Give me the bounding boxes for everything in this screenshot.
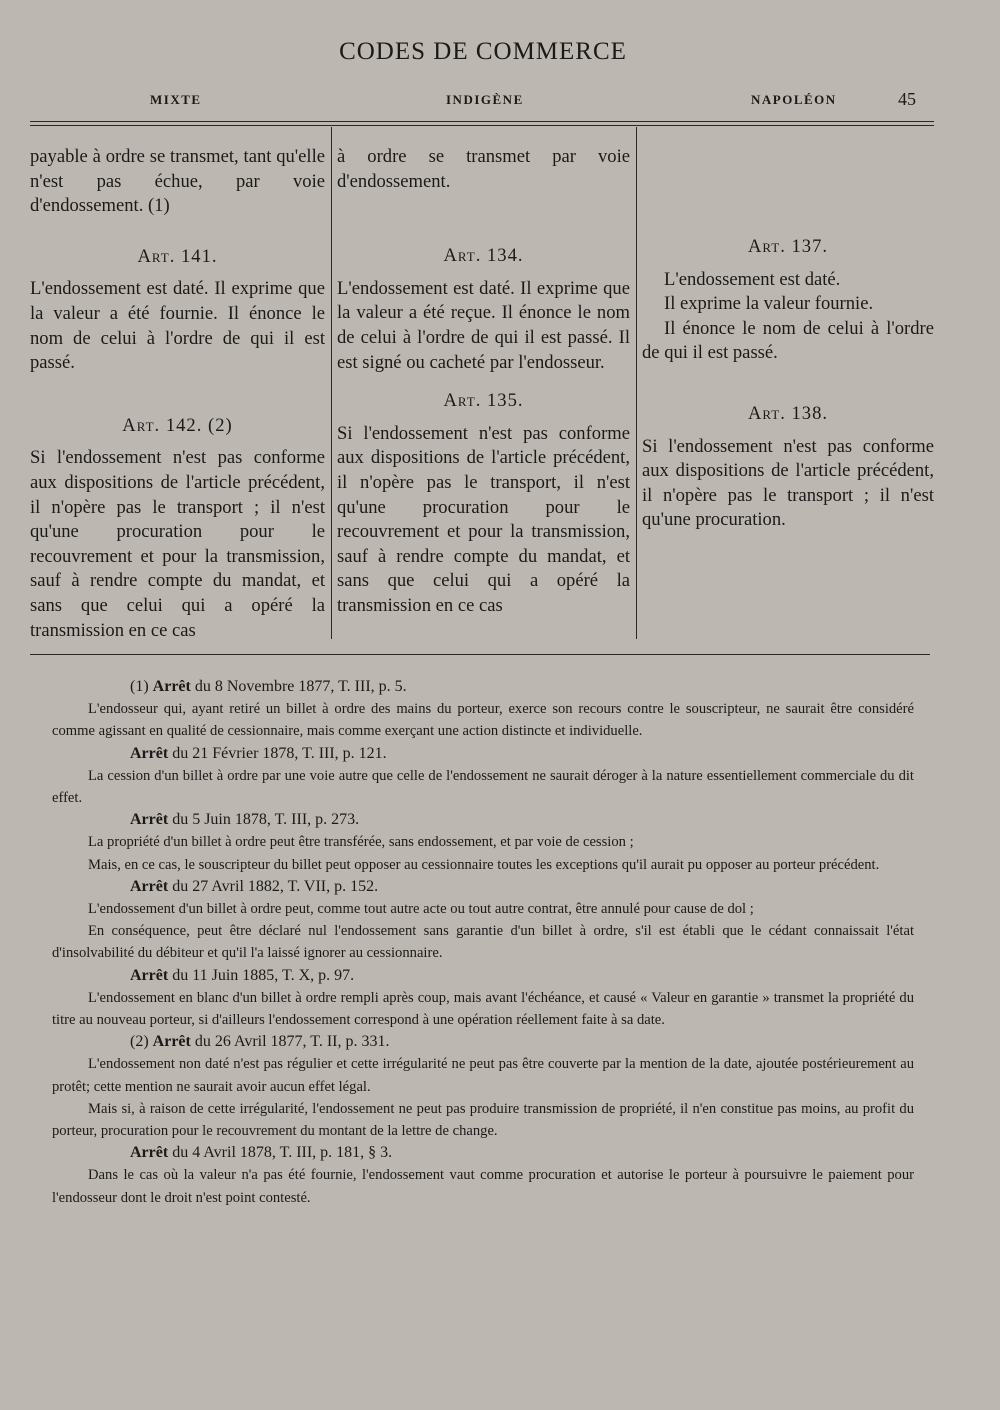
footnote-reference [52,743,914,765]
ruling-label: Arrêt [130,1144,169,1162]
ruling-citation: du 5 Juin 1878, T. III, p. 273. [168,811,360,829]
footnote-text: La cession d'un billet à ordre par une voie autre que celle de l'endossement ne saurait déroger à la nature essentiellement commerciale du dit effet. [52,767,914,807]
footnote-reference [52,809,914,831]
ruling-label: Arrêt [152,1033,191,1051]
footnote-rule [30,654,930,655]
column-heading-mixte: MIXTE [150,92,202,107]
article-text: Si l'endossement n'est pas conforme aux dispositions de l'article précédent, il n'opère pas le transport ; il n'est qu'une procuration. [642,435,934,531]
article-text: Si l'endossement n'est pas conforme aux dispositions de l'article précédent, il n'opère pas le transport, il n'est qu'une procuration pour le recouvrement et pour la transmission, sauf à rendre compte du mandat, et sans que celui qui a opéré la transmission en ce cas [337,422,630,616]
column-heading-indigene: INDIGÈNE [446,92,524,107]
ruling-label: Arrêt [130,877,169,895]
footnotes [52,676,914,1209]
footnote-text: En conséquence, peut être déclaré nul l'endossement sans garantie d'un billet à ordre, s'il est établi que le cédant connaissait l'état d'insolvabilité du débiteur et qu'il l'a laissé ignorer au cessionnaire. [52,923,914,962]
column-napoleon [642,145,934,533]
footnote-reference [52,1031,914,1053]
footnote-number: (2) [130,1033,153,1051]
column-divider-left [331,127,332,639]
footnote-text: L'endossement en blanc d'un billet à ordre rempli après coup, mais avant l'échéance, et causé « Valeur en garantie » transmet la propriété du titre au nouveau porteur, si d'ailleurs l'endossement correspond à une opération réellement faite à sa date. [52,989,914,1029]
footnote-text: L'endosseur qui, ayant retiré un billet à ordre des mains du porteur, exerce son recours contre le souscripteur, ne saurait être considéré comme agissant en qualité de cessionnaire, mais comme exerçant une action distincte et individuelle. [52,701,914,740]
article-text: Il énonce le nom de celui à l'ordre de qui il est passé. [642,317,934,364]
header-rule-bottom [30,125,934,126]
ruling-citation: du 26 Avril 1877, T. II, p. 331. [190,1033,390,1051]
ruling-citation: du 27 Avril 1882, T. VII, p. 152. [168,877,379,895]
article-heading: Art. 142. (2) [122,414,233,436]
ruling-label: Arrêt [130,966,169,984]
article-heading: Art. 137. [747,236,829,257]
article-text: Il exprime la valeur fournie. [664,293,874,315]
page-title: CODES DE COMMERCE [339,38,627,65]
column-intro: à ordre se transmet par voie d'endossement. [337,146,630,192]
article-heading: Art. 134. [443,245,524,267]
footnote-reference [52,965,914,987]
ruling-label: Arrêt [130,744,169,762]
column-mixte [30,145,325,643]
footnote-text: Mais si, à raison de cette irrégularité, l'endossement ne peut pas produire transmission de propriété, il n'en constitue pas moins, au profit du porteur, procuration pour le recouvrement du montant de la lettre de change. [52,1100,914,1140]
column-indigene [337,145,630,619]
column-divider-right [636,127,637,639]
ruling-citation: du 4 Avril 1878, T. III, p. 181, § 3. [168,1144,393,1162]
article-text: L'endossement est daté. Il exprime que la valeur a été fournie. Il énonce le nom de celui à l'ordre de qui il est passé. [30,278,325,374]
footnote-reference [52,676,914,698]
page-number: 45 [898,89,916,109]
footnote-text: La propriété d'un billet à ordre peut être transférée, sans endossement, et par voie de cession ; [88,834,634,851]
column-intro: payable à ordre se transmet, tant qu'elle n'est pas échue, par voie d'endossement. (1) [30,146,325,217]
article-heading: Art. 141. [137,245,218,267]
ruling-citation: du 21 Février 1878, T. III, p. 121. [168,744,387,762]
footnote-text: L'endossement d'un billet à ordre peut, comme tout autre acte ou tout autre contrat, être annulé pour cause de dol ; [88,901,754,918]
ruling-citation: du 11 Juin 1885, T. X, p. 97. [168,966,355,984]
footnote-number: (1) [130,678,153,695]
footnote-text: Mais, en ce cas, le souscripteur du billet peut opposer au cessionnaire toutes les exceptions qu'il aurait pu opposer au porteur précédent. [88,856,880,873]
ruling-label: Arrêt [152,678,191,695]
article-heading: Art. 138. [747,402,829,424]
article-text: Si l'endossement n'est pas conforme aux dispositions de l'article précédent, il n'opère pas le transport ; il n'est qu'une procuration pour le recouvrement et pour la transmission, sauf à rendre compte du mandat, et sans que celui qui a opéré la transmission en ce cas [30,447,325,641]
article-text: L'endossement est daté. Il exprime que la valeur a été reçue. Il énonce le nom de celui à l'ordre de qui il est passé. Il est signé ou cacheté par l'endosseur. [337,277,630,373]
ruling-label: Arrêt [130,811,169,829]
article-heading: Art. 135. [443,390,524,412]
footnote-text: Dans le cas où la valeur n'a pas été fournie, l'endossement vaut comme procuration et autorise le porteur à poursuivre le paiement pour l'endosseur dont le droit n'est point contesté. [52,1167,914,1206]
footnote-reference [52,1142,914,1164]
header-rule-top [30,121,934,122]
footnote-reference [52,876,914,898]
column-heading-napoleon: NAPOLÉON [751,92,837,107]
article-text: L'endossement est daté. [664,268,841,290]
footnote-text: L'endossement non daté n'est pas régulier et cette irrégularité ne peut pas être couverte par la mention de la date, ajoutée postérieurement au protêt; cette mention ne saurait avoir aucun effet légal. [52,1056,914,1095]
ruling-citation: du 8 Novembre 1877, T. III, p. 5. [190,678,407,695]
